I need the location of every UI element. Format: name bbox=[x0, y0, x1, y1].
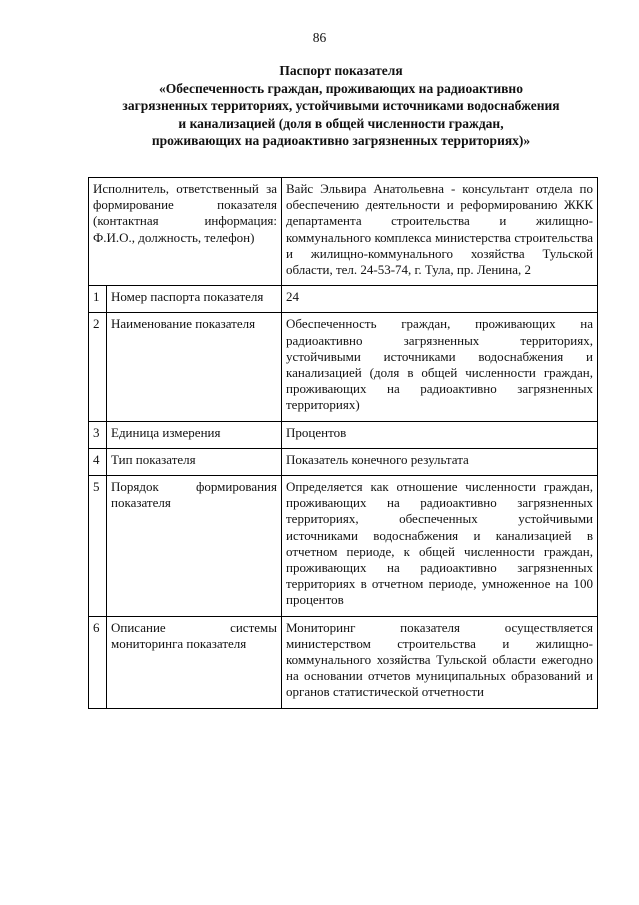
row-value: Показатель конечного результата bbox=[282, 448, 598, 475]
row-number: 6 bbox=[89, 616, 107, 708]
table-row bbox=[89, 286, 598, 313]
row-number: 1 bbox=[89, 286, 107, 313]
table-row bbox=[89, 616, 598, 708]
row-number: 3 bbox=[89, 421, 107, 448]
row-value: Мониторинг показателя осуществляется министерством строительства и жилищно-коммунального хозяйства Тульской области ежегодно на основании отчетов муниципальных образований и органов статистической отчетности bbox=[282, 616, 598, 708]
row-label: Порядок формирования показателя bbox=[107, 476, 282, 617]
indicator-passport-table bbox=[88, 177, 598, 709]
title-line: проживающих на радиоактивно загрязненных территориях)» bbox=[151, 133, 531, 149]
row-number: 2 bbox=[89, 313, 107, 421]
row-value: Процентов bbox=[282, 421, 598, 448]
row-number: 5 bbox=[89, 476, 107, 617]
row-label: Наименование показателя bbox=[107, 313, 282, 421]
row-label: Описание системы мониторинга показателя bbox=[107, 616, 282, 708]
table-row-executor bbox=[89, 178, 598, 286]
title-line: и канализацией (доля в общей численности граждан, bbox=[178, 115, 504, 131]
row-value: Обеспеченность граждан, проживающих на радиоактивно загрязненных территориях, устойчивыми источниками водоснабжения и канализацией (доля в общей численности граждан, проживающих на радиоактивно загрязненных территориях) bbox=[282, 313, 598, 421]
row-value: Определяется как отношение численности граждан, проживающих на радиоактивно загрязненных территориях, обеспеченных устойчивыми источниками водоснабжения и канализацией в отчетном периоде, к общей численности граждан, проживающих на радиоактивно загрязненных территориях в отчетном периоде, умноженное на 100 процентов bbox=[282, 476, 598, 617]
title-line: загрязненных территориях, устойчивыми источниками водоснабжения bbox=[122, 98, 560, 114]
executor-value: Вайс Эльвира Анатольевна - консультант отдела по обеспечению деятельности и реформированию ЖКК департамента строительства и жилищно-коммунального комплекса министерства строительства и жилищно-коммунального хозяйства Тульской области, тел. 24-53-74, г. Тула, пр. Ленина, 2 bbox=[282, 178, 598, 286]
executor-label: Исполнитель, ответственный за формирование показателя (контактная информация: Ф.И.О., должность, телефон) bbox=[89, 178, 282, 286]
row-label: Тип показателя bbox=[107, 448, 282, 475]
table-row bbox=[89, 421, 598, 448]
row-number: 4 bbox=[89, 448, 107, 475]
page-number: 86 bbox=[312, 30, 327, 45]
title-line: «Обеспеченность граждан, проживающих на радиоактивно bbox=[159, 80, 523, 96]
row-label: Номер паспорта показателя bbox=[107, 286, 282, 313]
row-label: Единица измерения bbox=[107, 421, 282, 448]
table-row bbox=[89, 313, 598, 421]
document-title bbox=[78, 62, 604, 150]
table-row bbox=[89, 448, 598, 475]
title-line: Паспорт показателя bbox=[279, 63, 403, 78]
row-value: 24 bbox=[282, 286, 598, 313]
table-row bbox=[89, 476, 598, 617]
